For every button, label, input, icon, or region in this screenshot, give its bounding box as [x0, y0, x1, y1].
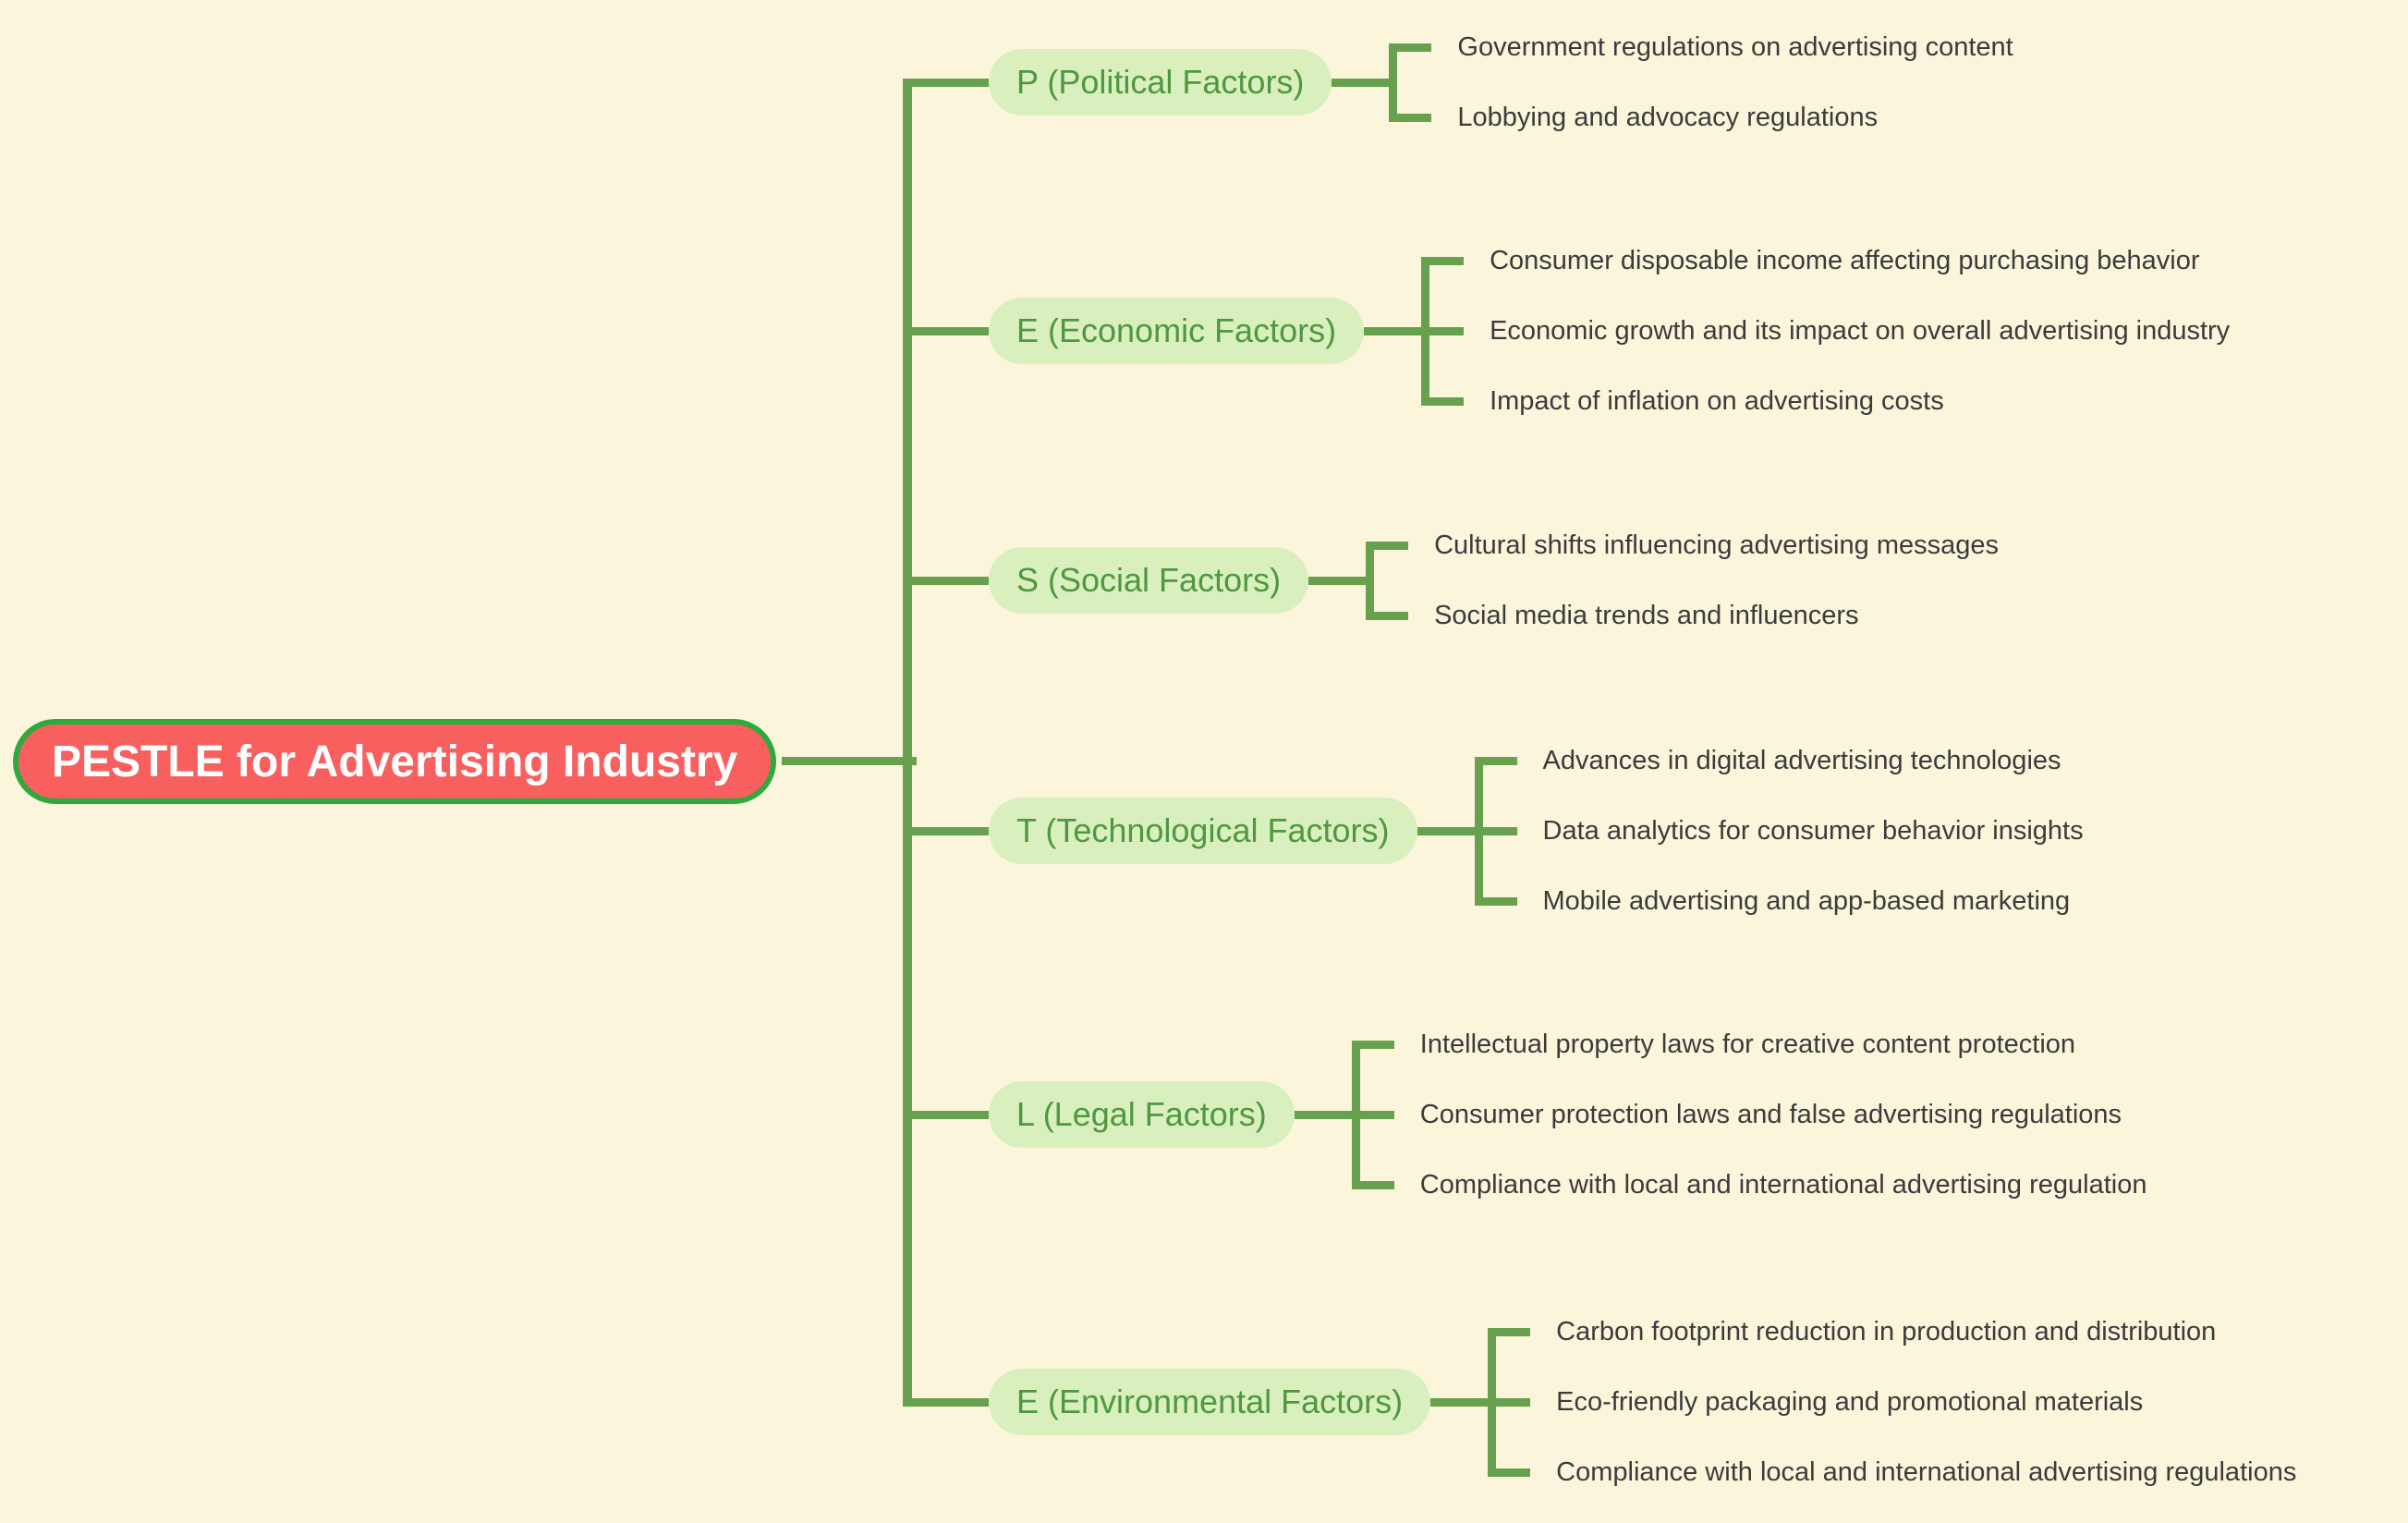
- branch-leaves-connector-line: [1430, 1398, 1488, 1407]
- leaf-group-political: [1389, 12, 2013, 152]
- leaf-item[interactable]: Carbon footprint reduction in production and distribution: [1556, 1316, 2217, 1346]
- branch-node-environmental[interactable]: E (Environmental Factors): [989, 1369, 1430, 1435]
- bracket-line: [1366, 542, 1374, 619]
- leaf-item[interactable]: Data analytics for consumer behavior insights: [1542, 815, 2084, 846]
- leaf-item[interactable]: Lobbying and advocacy regulations: [1457, 102, 1879, 132]
- bracket-line: [1421, 257, 1429, 405]
- branch-node-legal[interactable]: L (Legal Factors): [989, 1081, 1295, 1148]
- leaf-row: [1421, 366, 2230, 436]
- leaf-group-legal: [1352, 1009, 2147, 1220]
- leaf-item[interactable]: Intellectual property laws for creative content protection: [1419, 1029, 2076, 1059]
- branch-node-technological[interactable]: T (Technological Factors): [989, 798, 1417, 864]
- branch-node-political[interactable]: P (Political Factors): [989, 49, 1332, 116]
- leaf-item[interactable]: Social media trends and influencers: [1434, 600, 1859, 630]
- branch-political: [907, 12, 2013, 152]
- leaf-item[interactable]: Consumer protection laws and false advertising regulations: [1419, 1099, 2122, 1129]
- leaf-item[interactable]: Mobile advertising and app-based marketing: [1542, 885, 2071, 916]
- leaf-row: [1389, 82, 2013, 152]
- branch-stub-line: [907, 79, 989, 87]
- leaf-row: [1475, 725, 2084, 796]
- leaf-group-economic: [1421, 225, 2230, 436]
- branch-leaves-connector-line: [1417, 827, 1475, 835]
- leaf-row: [1488, 1437, 2296, 1507]
- leaf-item[interactable]: Eco-friendly packaging and promotional materials: [1556, 1386, 2144, 1417]
- bracket-line: [1352, 1041, 1360, 1188]
- root-node[interactable]: PESTLE for Advertising Industry: [13, 719, 776, 804]
- branch-stub-line: [907, 327, 989, 335]
- leaf-item[interactable]: Consumer disposable income affecting purchasing behavior: [1490, 245, 2200, 275]
- leaf-group-social: [1366, 510, 1999, 651]
- leaf-row: [1488, 1297, 2296, 1367]
- bracket-line: [1488, 1328, 1496, 1476]
- leaf-item[interactable]: Compliance with local and international advertising regulation: [1419, 1169, 2147, 1200]
- branch-node-social[interactable]: S (Social Factors): [989, 547, 1308, 614]
- leaf-row: [1352, 1009, 2147, 1079]
- leaf-row: [1366, 510, 1999, 580]
- branch-node-economic[interactable]: E (Economic Factors): [989, 298, 1364, 364]
- branch-social: [907, 510, 1999, 651]
- leaf-item[interactable]: Advances in digital advertising technologies: [1542, 745, 2061, 775]
- leaf-row: [1475, 866, 2084, 936]
- branch-leaves-connector-line: [1364, 327, 1421, 335]
- leaf-row: [1421, 225, 2230, 296]
- bracket-line: [1475, 757, 1483, 905]
- branch-leaves-connector-line: [1308, 577, 1366, 585]
- branch-leaves-connector-line: [1295, 1111, 1352, 1119]
- branch-leaves-connector-line: [1332, 79, 1389, 87]
- leaf-row: [1352, 1079, 2147, 1150]
- leaf-item[interactable]: Government regulations on advertising content: [1457, 31, 2013, 62]
- leaf-row: [1366, 580, 1999, 651]
- branch-stub-line: [907, 1398, 989, 1407]
- bracket-line: [1389, 43, 1397, 121]
- leaf-item[interactable]: Cultural shifts influencing advertising messages: [1434, 530, 1999, 560]
- branch-legal: [907, 1009, 2147, 1220]
- leaf-row: [1475, 796, 2084, 866]
- root-connector-line: [782, 757, 917, 765]
- branch-stub-line: [907, 1111, 989, 1119]
- branch-stub-line: [907, 577, 989, 585]
- branch-environmental: [907, 1297, 2296, 1507]
- leaf-item[interactable]: Compliance with local and international advertising regulations: [1556, 1456, 2297, 1487]
- leaf-item[interactable]: Economic growth and its impact on overall advertising industry: [1490, 315, 2231, 346]
- leaf-item[interactable]: Impact of inflation on advertising costs: [1490, 385, 1944, 416]
- leaf-group-technological: [1475, 725, 2084, 936]
- branch-economic: [907, 225, 2230, 436]
- leaf-row: [1352, 1150, 2147, 1220]
- branch-stub-line: [907, 827, 989, 835]
- leaf-group-environmental: [1488, 1297, 2296, 1507]
- leaf-row: [1421, 296, 2230, 366]
- branch-technological: [907, 725, 2084, 936]
- leaf-row: [1488, 1367, 2296, 1437]
- leaf-row: [1389, 12, 2013, 82]
